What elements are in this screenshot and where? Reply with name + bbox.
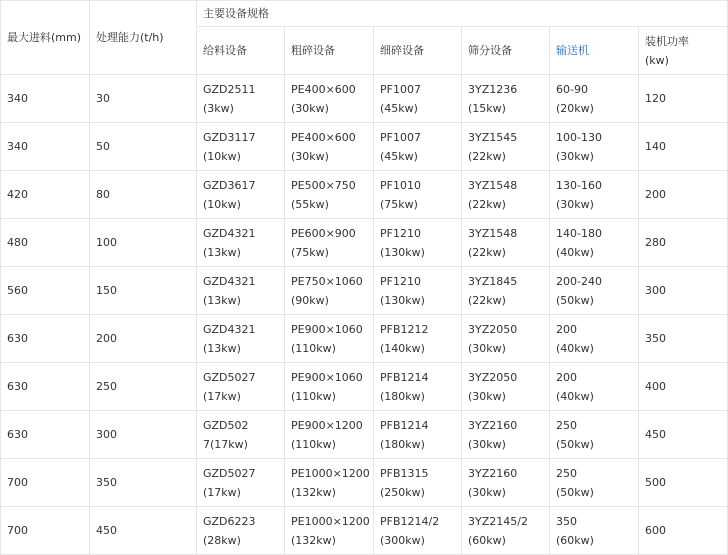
cell-coarse-model: PE1000×1200 <box>291 514 370 528</box>
cell-screen <box>462 267 550 315</box>
cell-screen <box>462 459 550 507</box>
cell-fine-power: (130kw) <box>380 293 425 307</box>
cell-fine <box>374 219 462 267</box>
cell-screen-model: 3YZ1548 <box>468 226 518 240</box>
cell-coarse <box>285 75 374 123</box>
cell-feeder <box>197 363 285 411</box>
cell-feeder-model: GZD4321 <box>203 322 256 336</box>
cell-capacity: 200 <box>90 315 197 363</box>
cell-fine-power: (180kw) <box>380 389 425 403</box>
cell-feeder <box>197 411 285 459</box>
header-max-feed: 最大进料(mm) <box>1 1 90 75</box>
cell-screen-model: 3YZ2050 <box>468 370 518 384</box>
cell-fine-model: PF1210 <box>380 274 421 288</box>
cell-power: 350 <box>639 315 728 363</box>
cell-coarse <box>285 363 374 411</box>
cell-feeder-power: (13kw) <box>203 245 241 259</box>
cell-fine <box>374 123 462 171</box>
cell-fine-model: PFB1315 <box>380 466 429 480</box>
cell-capacity: 80 <box>90 171 197 219</box>
cell-coarse <box>285 315 374 363</box>
header-coarse: 粗碎设备 <box>285 27 374 75</box>
cell-screen <box>462 219 550 267</box>
cell-coarse <box>285 123 374 171</box>
cell-screen-power: (60kw) <box>468 533 506 547</box>
cell-screen <box>462 75 550 123</box>
cell-max-feed: 700 <box>1 459 90 507</box>
cell-coarse-model: PE900×1060 <box>291 322 363 336</box>
cell-screen-model: 3YZ1545 <box>468 130 518 144</box>
cell-power: 300 <box>639 267 728 315</box>
cell-screen-power: (22kw) <box>468 149 506 163</box>
table-row <box>1 267 728 315</box>
cell-fine-power: (250kw) <box>380 485 425 499</box>
cell-screen <box>462 411 550 459</box>
cell-coarse-model: PE600×900 <box>291 226 356 240</box>
cell-coarse <box>285 171 374 219</box>
cell-feeder-power: 7(17kw) <box>203 437 248 451</box>
table-row <box>1 123 728 171</box>
cell-max-feed: 630 <box>1 315 90 363</box>
cell-feeder-model: GZD6223 <box>203 514 256 528</box>
cell-conveyor-model: 200-240 <box>556 274 602 288</box>
cell-feeder <box>197 459 285 507</box>
cell-conveyor-power: (20kw) <box>556 101 594 115</box>
cell-fine-power: (45kw) <box>380 101 418 115</box>
cell-max-feed: 480 <box>1 219 90 267</box>
cell-conveyor-power: (60kw) <box>556 533 594 547</box>
cell-capacity: 300 <box>90 411 197 459</box>
cell-coarse <box>285 507 374 555</box>
cell-conveyor <box>550 171 639 219</box>
cell-max-feed: 420 <box>1 171 90 219</box>
cell-fine-power: (130kw) <box>380 245 425 259</box>
cell-feeder <box>197 171 285 219</box>
header-fine: 细碎设备 <box>374 27 462 75</box>
cell-fine-power: (180kw) <box>380 437 425 451</box>
cell-fine <box>374 363 462 411</box>
table-row <box>1 411 728 459</box>
cell-coarse-power: (55kw) <box>291 197 329 211</box>
cell-screen <box>462 315 550 363</box>
table-row <box>1 171 728 219</box>
cell-feeder-model: GZD3617 <box>203 178 256 192</box>
cell-feeder-model: GZD4321 <box>203 226 256 240</box>
cell-conveyor-model: 200 <box>556 322 577 336</box>
cell-coarse-power: (132kw) <box>291 533 336 547</box>
header-capacity: 处理能力(t/h) <box>90 1 197 75</box>
cell-fine <box>374 267 462 315</box>
cell-power: 140 <box>639 123 728 171</box>
cell-screen-power: (15kw) <box>468 101 506 115</box>
cell-capacity: 30 <box>90 75 197 123</box>
cell-conveyor <box>550 411 639 459</box>
cell-conveyor <box>550 75 639 123</box>
cell-max-feed: 560 <box>1 267 90 315</box>
cell-conveyor-power: (50kw) <box>556 437 594 451</box>
cell-screen-power: (22kw) <box>468 197 506 211</box>
cell-screen-model: 3YZ1845 <box>468 274 518 288</box>
cell-screen <box>462 171 550 219</box>
header-power <box>639 27 728 75</box>
cell-screen <box>462 363 550 411</box>
cell-screen-power: (22kw) <box>468 293 506 307</box>
cell-feeder <box>197 219 285 267</box>
cell-screen-model: 3YZ2050 <box>468 322 518 336</box>
cell-feeder <box>197 507 285 555</box>
cell-coarse <box>285 267 374 315</box>
cell-coarse-power: (110kw) <box>291 437 336 451</box>
cell-coarse-model: PE750×1060 <box>291 274 363 288</box>
cell-coarse-power: (132kw) <box>291 485 336 499</box>
cell-conveyor-model: 200 <box>556 370 577 384</box>
cell-fine <box>374 75 462 123</box>
cell-fine-model: PFB1212 <box>380 322 429 336</box>
cell-fine <box>374 315 462 363</box>
cell-screen-model: 3YZ2145/2 <box>468 514 528 528</box>
cell-coarse-power: (110kw) <box>291 341 336 355</box>
cell-conveyor-power: (40kw) <box>556 389 594 403</box>
header-row-group <box>1 1 728 27</box>
cell-conveyor-model: 60-90 <box>556 82 588 96</box>
cell-fine <box>374 459 462 507</box>
cell-conveyor-model: 140-180 <box>556 226 602 240</box>
cell-screen-model: 3YZ1236 <box>468 82 518 96</box>
cell-coarse-model: PE400×600 <box>291 82 356 96</box>
cell-screen-power: (30kw) <box>468 437 506 451</box>
cell-capacity: 450 <box>90 507 197 555</box>
cell-capacity: 100 <box>90 219 197 267</box>
cell-conveyor <box>550 507 639 555</box>
cell-conveyor <box>550 315 639 363</box>
table-row <box>1 315 728 363</box>
header-conveyor: 输送机 <box>550 27 639 75</box>
cell-feeder-power: (13kw) <box>203 341 241 355</box>
cell-screen-model: 3YZ2160 <box>468 466 518 480</box>
cell-conveyor <box>550 267 639 315</box>
table-row <box>1 75 728 123</box>
header-power-line2: (kw) <box>645 53 669 67</box>
cell-feeder-model: GZD2511 <box>203 82 256 96</box>
cell-conveyor-power: (50kw) <box>556 293 594 307</box>
cell-conveyor-model: 350 <box>556 514 577 528</box>
cell-conveyor <box>550 459 639 507</box>
table-row <box>1 219 728 267</box>
cell-power: 400 <box>639 363 728 411</box>
cell-screen-power: (22kw) <box>468 245 506 259</box>
cell-screen <box>462 123 550 171</box>
cell-feeder-power: (28kw) <box>203 533 241 547</box>
header-power-line1: 装机功率 <box>645 34 689 48</box>
cell-coarse-power: (30kw) <box>291 149 329 163</box>
cell-max-feed: 630 <box>1 411 90 459</box>
cell-feeder-model: GZD4321 <box>203 274 256 288</box>
cell-coarse-model: PE1000×1200 <box>291 466 370 480</box>
cell-screen-model: 3YZ2160 <box>468 418 518 432</box>
cell-coarse-model: PE900×1060 <box>291 370 363 384</box>
cell-feeder-power: (17kw) <box>203 389 241 403</box>
cell-capacity: 250 <box>90 363 197 411</box>
cell-conveyor <box>550 363 639 411</box>
cell-power: 120 <box>639 75 728 123</box>
cell-fine-model: PFB1214 <box>380 370 429 384</box>
cell-max-feed: 700 <box>1 507 90 555</box>
cell-screen <box>462 507 550 555</box>
header-main-equipment: 主要设备规格 <box>197 1 728 27</box>
cell-feeder-power: (10kw) <box>203 197 241 211</box>
cell-feeder <box>197 123 285 171</box>
cell-feeder-power: (17kw) <box>203 485 241 499</box>
cell-fine <box>374 171 462 219</box>
cell-conveyor-model: 250 <box>556 418 577 432</box>
cell-coarse <box>285 459 374 507</box>
cell-feeder <box>197 315 285 363</box>
cell-max-feed: 340 <box>1 75 90 123</box>
cell-fine-model: PFB1214 <box>380 418 429 432</box>
cell-screen-power: (30kw) <box>468 341 506 355</box>
cell-feeder-power: (10kw) <box>203 149 241 163</box>
cell-coarse-power: (30kw) <box>291 101 329 115</box>
cell-fine-power: (140kw) <box>380 341 425 355</box>
cell-fine-model: PF1010 <box>380 178 421 192</box>
cell-power: 600 <box>639 507 728 555</box>
cell-conveyor <box>550 123 639 171</box>
cell-coarse-model: PE500×750 <box>291 178 356 192</box>
cell-feeder-model: GZD5027 <box>203 466 256 480</box>
cell-power: 500 <box>639 459 728 507</box>
cell-fine <box>374 411 462 459</box>
cell-coarse-power: (110kw) <box>291 389 336 403</box>
cell-fine-power: (75kw) <box>380 197 418 211</box>
cell-fine-model: PF1210 <box>380 226 421 240</box>
cell-fine-model: PF1007 <box>380 130 421 144</box>
cell-conveyor-power: (40kw) <box>556 245 594 259</box>
cell-feeder-model: GZD5027 <box>203 370 256 384</box>
cell-feeder-power: (3kw) <box>203 101 234 115</box>
cell-power: 280 <box>639 219 728 267</box>
cell-coarse <box>285 411 374 459</box>
cell-max-feed: 340 <box>1 123 90 171</box>
cell-power: 450 <box>639 411 728 459</box>
header-screen: 筛分设备 <box>462 27 550 75</box>
cell-feeder-model: GZD3117 <box>203 130 256 144</box>
table-row <box>1 363 728 411</box>
cell-feeder <box>197 75 285 123</box>
cell-feeder-model: GZD502 <box>203 418 249 432</box>
cell-conveyor-power: (50kw) <box>556 485 594 499</box>
cell-capacity: 50 <box>90 123 197 171</box>
cell-conveyor-power: (30kw) <box>556 149 594 163</box>
cell-conveyor <box>550 219 639 267</box>
cell-power: 200 <box>639 171 728 219</box>
cell-feeder-power: (13kw) <box>203 293 241 307</box>
cell-screen-power: (30kw) <box>468 485 506 499</box>
cell-conveyor-power: (30kw) <box>556 197 594 211</box>
cell-max-feed: 630 <box>1 363 90 411</box>
cell-coarse-power: (90kw) <box>291 293 329 307</box>
cell-fine-model: PF1007 <box>380 82 421 96</box>
cell-conveyor-model: 250 <box>556 466 577 480</box>
cell-conveyor-model: 130-160 <box>556 178 602 192</box>
cell-screen-model: 3YZ1548 <box>468 178 518 192</box>
table-row <box>1 507 728 555</box>
cell-coarse-power: (75kw) <box>291 245 329 259</box>
cell-capacity: 350 <box>90 459 197 507</box>
cell-fine-model: PFB1214/2 <box>380 514 440 528</box>
cell-coarse-model: PE400×600 <box>291 130 356 144</box>
cell-fine-power: (300kw) <box>380 533 425 547</box>
cell-coarse-model: PE900×1200 <box>291 418 363 432</box>
cell-fine-power: (45kw) <box>380 149 418 163</box>
cell-conveyor-model: 100-130 <box>556 130 602 144</box>
cell-capacity: 150 <box>90 267 197 315</box>
cell-coarse <box>285 219 374 267</box>
cell-screen-power: (30kw) <box>468 389 506 403</box>
cell-feeder <box>197 267 285 315</box>
table-row <box>1 459 728 507</box>
header-feeder: 给料设备 <box>197 27 285 75</box>
cell-fine <box>374 507 462 555</box>
cell-conveyor-power: (40kw) <box>556 341 594 355</box>
